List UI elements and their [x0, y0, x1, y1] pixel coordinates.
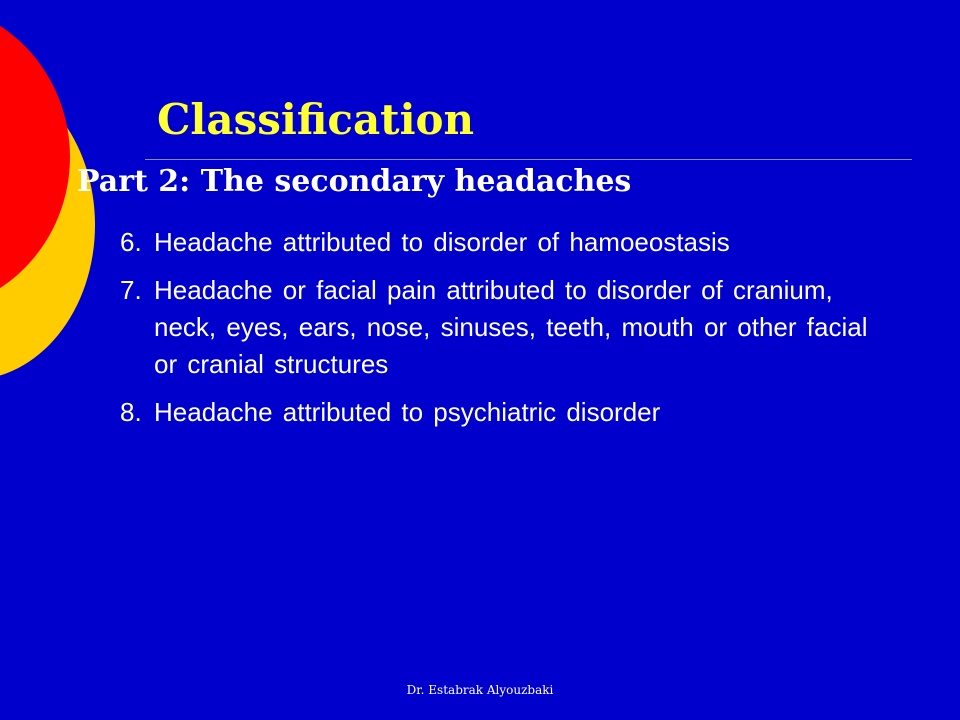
list-item-text: Headache attributed to disorder of hamoeostasis — [154, 227, 730, 257]
list-item-number: 8. — [120, 397, 142, 427]
headache-list — [120, 224, 880, 442]
list-item — [120, 394, 880, 431]
list-item — [120, 272, 880, 383]
list-item-text: Headache attributed to psychiatric disorder — [154, 397, 661, 427]
slide-footer: Dr. Estabrak Alyouzbaki — [406, 683, 554, 697]
list-item-number: 7. — [120, 275, 142, 305]
slide-subtitle: Part 2: The secondary headaches — [77, 164, 632, 199]
list-item-text: Headache or facial pain attributed to disorder of cranium, neck, eyes, ears, nose, sinuses, teeth, mouth or other facial or cranial structures — [154, 275, 868, 379]
slide-title: Classification — [157, 95, 475, 144]
list-item — [120, 224, 880, 261]
list-item-number: 6. — [120, 227, 142, 257]
